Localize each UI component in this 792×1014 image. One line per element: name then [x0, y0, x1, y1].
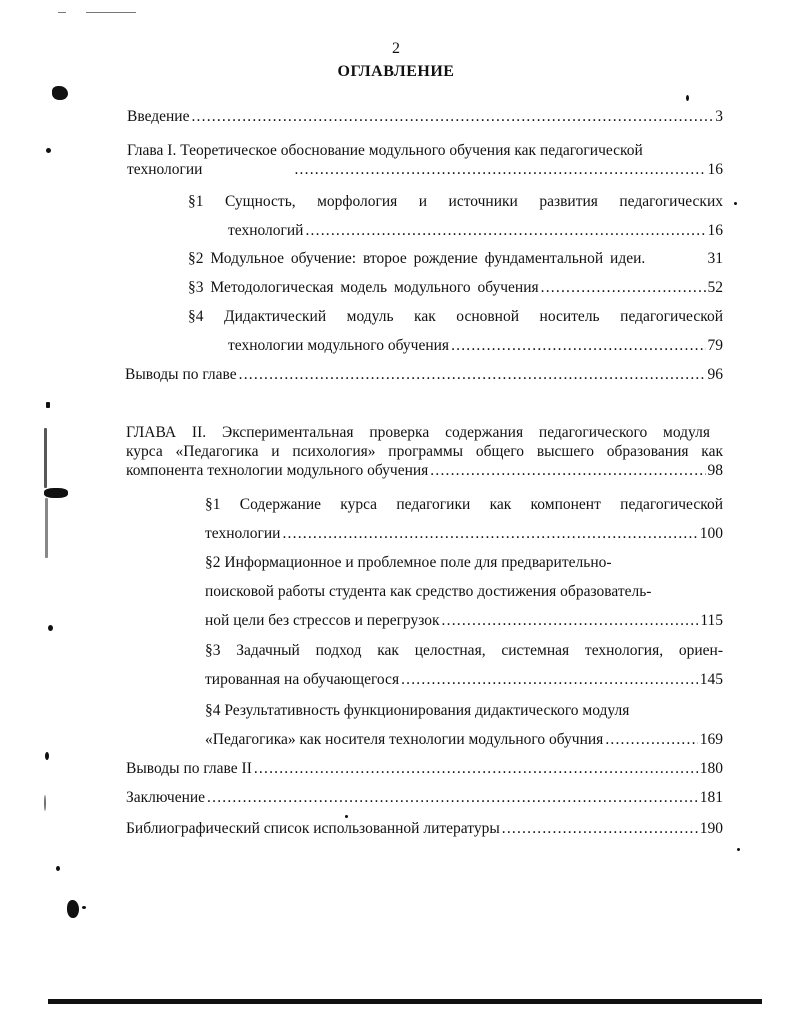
toc-page-number: 31	[707, 250, 723, 267]
page-number: 2	[392, 40, 400, 57]
section-entry-end[interactable]	[228, 337, 723, 355]
toc-page-number: 16	[707, 161, 723, 178]
toc-entry-label: технологий	[228, 222, 304, 239]
scan-speck	[44, 488, 68, 498]
toc-entry-label: §3 Методологическая модель модульного обучения	[188, 279, 539, 296]
section-entry-end[interactable]	[205, 612, 723, 630]
scan-speck	[737, 848, 740, 851]
dot-leader	[502, 820, 698, 838]
toc-page-number: 169	[699, 731, 723, 748]
scan-speck	[44, 795, 46, 811]
dot-leader	[451, 337, 705, 355]
section-entry[interactable]: §1 Сущность, морфология и источники развития педагогических	[188, 193, 723, 210]
toc-page-number: 115	[700, 612, 723, 629]
dot-leader	[305, 222, 705, 240]
toc-entry-label: ной цели без стрессов и перегрузок	[205, 612, 440, 629]
toc-page-number: 145	[699, 671, 723, 688]
dot-leader	[605, 731, 697, 749]
chapter-heading[interactable]: курса «Педагогика и психология» программы общего высшего образования как	[126, 443, 723, 460]
toc-entry-label: тированная на обучающегося	[205, 671, 400, 688]
chapter-heading-end[interactable]	[126, 462, 723, 480]
toc-page-number: 181	[699, 789, 723, 806]
toc-entry-label: Библиографический список использованной литературы	[126, 820, 500, 837]
toc-entry-label: технологии	[127, 161, 203, 178]
scan-top-mark	[86, 12, 136, 13]
toc-entry-label: Введение	[127, 108, 190, 125]
scan-speck	[45, 752, 49, 760]
dot-leader	[442, 612, 699, 630]
scan-speck	[48, 625, 53, 631]
toc-entry-label: §2 Модульное обучение: второе рождение фундаментальной идеи.	[188, 250, 646, 267]
section-entry[interactable]: §4 Дидактический модуль как основной носитель педагогической	[188, 308, 723, 325]
chapter-heading-end[interactable]	[127, 161, 723, 179]
scan-speck	[67, 900, 79, 918]
toc-page-number: 16	[707, 222, 723, 239]
toc-page-number: 98	[707, 462, 723, 479]
section-entry[interactable]: §1 Содержание курса педагогики как компонент педагогической	[205, 496, 723, 513]
scan-bottom-edge	[48, 999, 762, 1004]
dot-leader	[254, 760, 698, 778]
scan-speck	[686, 95, 689, 101]
scan-speck	[46, 148, 51, 153]
section-entry-end[interactable]	[205, 525, 723, 543]
section-entry[interactable]: поисковой работы студента как средство достижения образователь-	[205, 583, 652, 600]
scan-speck	[82, 906, 86, 909]
section-entry[interactable]	[188, 279, 723, 297]
dot-leader	[430, 462, 705, 480]
dot-leader	[282, 525, 697, 543]
scan-speck	[46, 402, 50, 408]
section-entry[interactable]: §4 Результативность функционирования дидактического модуля	[205, 702, 630, 719]
toc-entry-label: компонента технологии модульного обучения	[126, 462, 429, 479]
dot-leader	[207, 789, 698, 807]
toc-entry-conclusions[interactable]	[125, 366, 723, 384]
scan-speck	[45, 498, 48, 558]
section-entry[interactable]	[188, 250, 723, 268]
section-entry[interactable]: §2 Информационное и проблемное поле для предварительно-	[205, 554, 612, 571]
chapter-heading[interactable]: Глава I. Теоретическое обоснование модульного обучения как педагогической	[127, 142, 643, 159]
scan-top-mark	[58, 12, 66, 13]
scan-speck	[345, 815, 348, 818]
toc-page-number: 180	[699, 760, 723, 777]
chapter-heading[interactable]: ГЛАВА II. Экспериментальная проверка содержания педагогического модуля	[126, 424, 710, 441]
section-entry-end[interactable]	[205, 731, 723, 749]
toc-entry-label: технологии модульного обучения	[228, 337, 450, 354]
toc-entry-conclusions[interactable]	[126, 760, 723, 778]
dot-leader	[294, 161, 705, 179]
toc-page-number: 100	[699, 525, 723, 542]
toc-page-number: 3	[715, 108, 723, 125]
scan-speck	[56, 866, 60, 871]
toc-entry-label: Заключение	[126, 789, 206, 806]
toc-entry-label: технологии	[205, 525, 281, 542]
dot-leader	[191, 108, 713, 126]
toc-entry-intro[interactable]	[127, 108, 723, 126]
dot-leader	[541, 279, 706, 297]
toc-page-number: 52	[707, 279, 723, 296]
scan-speck	[44, 428, 47, 488]
toc-entry-label: «Педагогика» как носителя технологии модульного обучния	[205, 731, 604, 748]
section-entry-end[interactable]	[228, 222, 723, 240]
scan-speck	[52, 86, 68, 100]
dot-leader	[239, 366, 706, 384]
section-entry[interactable]: §3 Задачный подход как целостная, системная технология, ориен-	[205, 642, 723, 659]
toc-entry-label: Выводы по главе II	[126, 760, 252, 777]
dot-leader	[401, 671, 698, 689]
toc-page-number: 79	[707, 337, 723, 354]
toc-entry-bibliography[interactable]	[126, 820, 723, 838]
toc-entry-closing[interactable]	[126, 789, 723, 807]
toc-page-number: 190	[699, 820, 723, 837]
toc-page-number: 96	[707, 366, 723, 383]
section-entry-end[interactable]	[205, 671, 723, 689]
toc-entry-label: Выводы по главе	[125, 366, 237, 383]
page-title: ОГЛАВЛЕНИЕ	[337, 63, 455, 80]
scan-speck	[734, 202, 737, 205]
